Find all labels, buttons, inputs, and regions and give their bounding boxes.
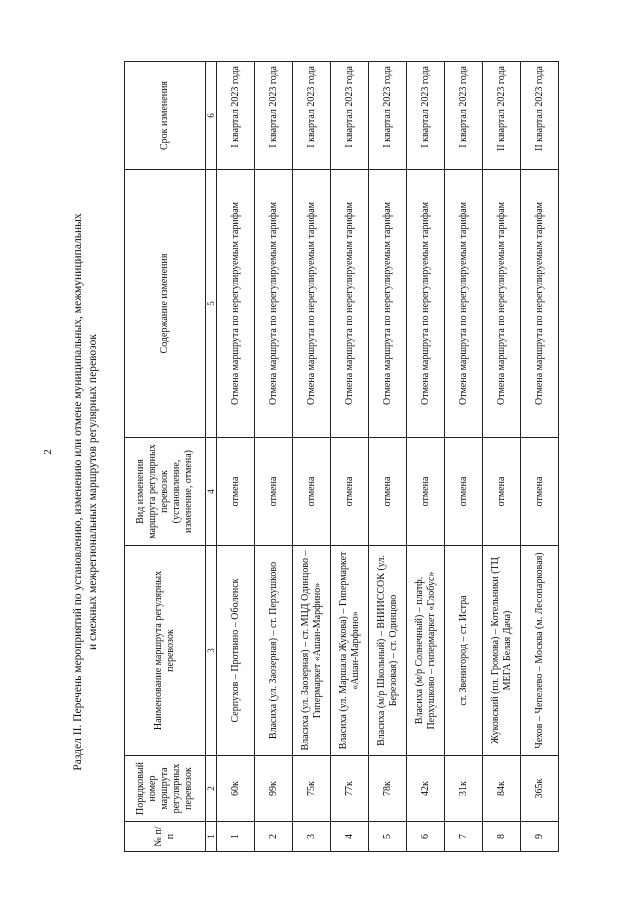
table-row [255,62,293,852]
cell-change-kind: отмена [255,438,293,546]
cell-route-number: 77к [331,756,369,822]
table-row [331,62,369,852]
column-number-row [206,62,217,852]
cell-route-number: 78к [369,756,407,822]
cell-route-name: Власиха (ул. Маршала Жукова) – Гипермаркет «Ашан-Марфино» [331,546,369,756]
cell-number: 5 [369,822,407,852]
cell-route-number: 99к [255,756,293,822]
cell-route-number: 365к [521,756,559,822]
routes-table [124,61,559,852]
table-row [369,62,407,852]
column-number: 3 [206,546,217,756]
cell-change-kind: отмена [521,438,559,546]
cell-route-name: Чехов – Чепелево – Москва (м. Лесопарковая) [521,546,559,756]
header-route-number: Порядковый номер маршрута регулярных перевозок [125,756,206,822]
cell-change-content: Отмена маршрута по нерегулируемым тарифам [483,170,521,438]
cell-change-period: I квартал 2023 года [369,62,407,170]
cell-route-name: Власиха (м/р Школьный) – ВНИИССОК (ул. Березовая) – ст. Одинцово [369,546,407,756]
section-heading [71,92,101,892]
cell-change-content: Отмена маршрута по нерегулируемым тарифам [445,170,483,438]
cell-change-period: I квартал 2023 года [217,62,255,170]
table-header-row [125,62,206,852]
column-number: 6 [206,62,217,170]
cell-number: 2 [255,822,293,852]
table-row [293,62,331,852]
cell-route-name: Власиха (ул. Заозерная) – ст. Перхушково [255,546,293,756]
column-number: 1 [206,822,217,852]
header-change-kind: Вид изменения маршрута регулярных перевозок (установление, изменение, отмена) [125,438,206,546]
cell-change-period: I квартал 2023 года [331,62,369,170]
cell-number: 4 [331,822,369,852]
table-row [521,62,559,852]
cell-number: 3 [293,822,331,852]
cell-change-kind: отмена [407,438,445,546]
cell-change-period: I квартал 2023 года [407,62,445,170]
cell-change-period: I квартал 2023 года [445,62,483,170]
cell-number: 9 [521,822,559,852]
column-number: 4 [206,438,217,546]
cell-number: 6 [407,822,445,852]
cell-change-content: Отмена маршрута по нерегулируемым тарифам [407,170,445,438]
column-number: 2 [206,756,217,822]
cell-change-kind: отмена [445,438,483,546]
cell-change-kind: отмена [369,438,407,546]
cell-route-number: 84к [483,756,521,822]
table-row [445,62,483,852]
header-change-period: Срок изменения [125,62,206,170]
cell-route-number: 42к [407,756,445,822]
cell-change-content: Отмена маршрута по нерегулируемым тарифам [331,170,369,438]
section-heading-line-2: и смежных межрегиональных маршрутов регулярных перевозок [87,334,99,650]
header-change-content: Содержание изменения [125,170,206,438]
cell-change-period: I квартал 2023 года [255,62,293,170]
cell-change-period: II квартал 2023 года [521,62,559,170]
cell-route-name: Власиха (ул. Заозерная) – ст. МЦД Одинцово – Гипермаркет «Ашан-Марфино» [293,546,331,756]
table-row [217,62,255,852]
cell-number: 7 [445,822,483,852]
rotated-table-wrapper [124,62,554,852]
cell-change-content: Отмена маршрута по нерегулируемым тарифам [217,170,255,438]
cell-change-period: II квартал 2023 года [483,62,521,170]
table-row [407,62,445,852]
section-heading-line-1: Раздел II. Перечень мероприятий по установлению, изменению или отмене муниципальных, межмуниципальных [72,213,84,771]
page-number: 2 [42,449,54,455]
cell-change-kind: отмена [293,438,331,546]
cell-change-kind: отмена [217,438,255,546]
cell-number: 1 [217,822,255,852]
header-number: № п/п [125,822,206,852]
cell-route-number: 75к [293,756,331,822]
cell-change-content: Отмена маршрута по нерегулируемым тарифам [521,170,559,438]
column-number: 5 [206,170,217,438]
cell-change-content: Отмена маршрута по нерегулируемым тарифам [369,170,407,438]
table-row [483,62,521,852]
cell-route-name: Жуковский (пл. Громова) – Котельники (ТЦ МЕГА Белая Дача) [483,546,521,756]
header-route-name: Наименование маршрута регулярных перевозок [125,546,206,756]
cell-route-name: Серпухов – Протвино – Оболенск [217,546,255,756]
cell-route-name: Власиха (м/р Солнечный) – платф. Перхушково – гипермаркет «Глобус» [407,546,445,756]
cell-change-period: I квартал 2023 года [293,62,331,170]
cell-number: 8 [483,822,521,852]
cell-change-content: Отмена маршрута по нерегулируемым тарифам [293,170,331,438]
cell-route-number: 31к [445,756,483,822]
cell-change-kind: отмена [483,438,521,546]
cell-route-name: ст. Звенигород – ст. Истра [445,546,483,756]
cell-change-content: Отмена маршрута по нерегулируемым тарифам [255,170,293,438]
cell-route-number: 60к [217,756,255,822]
cell-change-kind: отмена [331,438,369,546]
